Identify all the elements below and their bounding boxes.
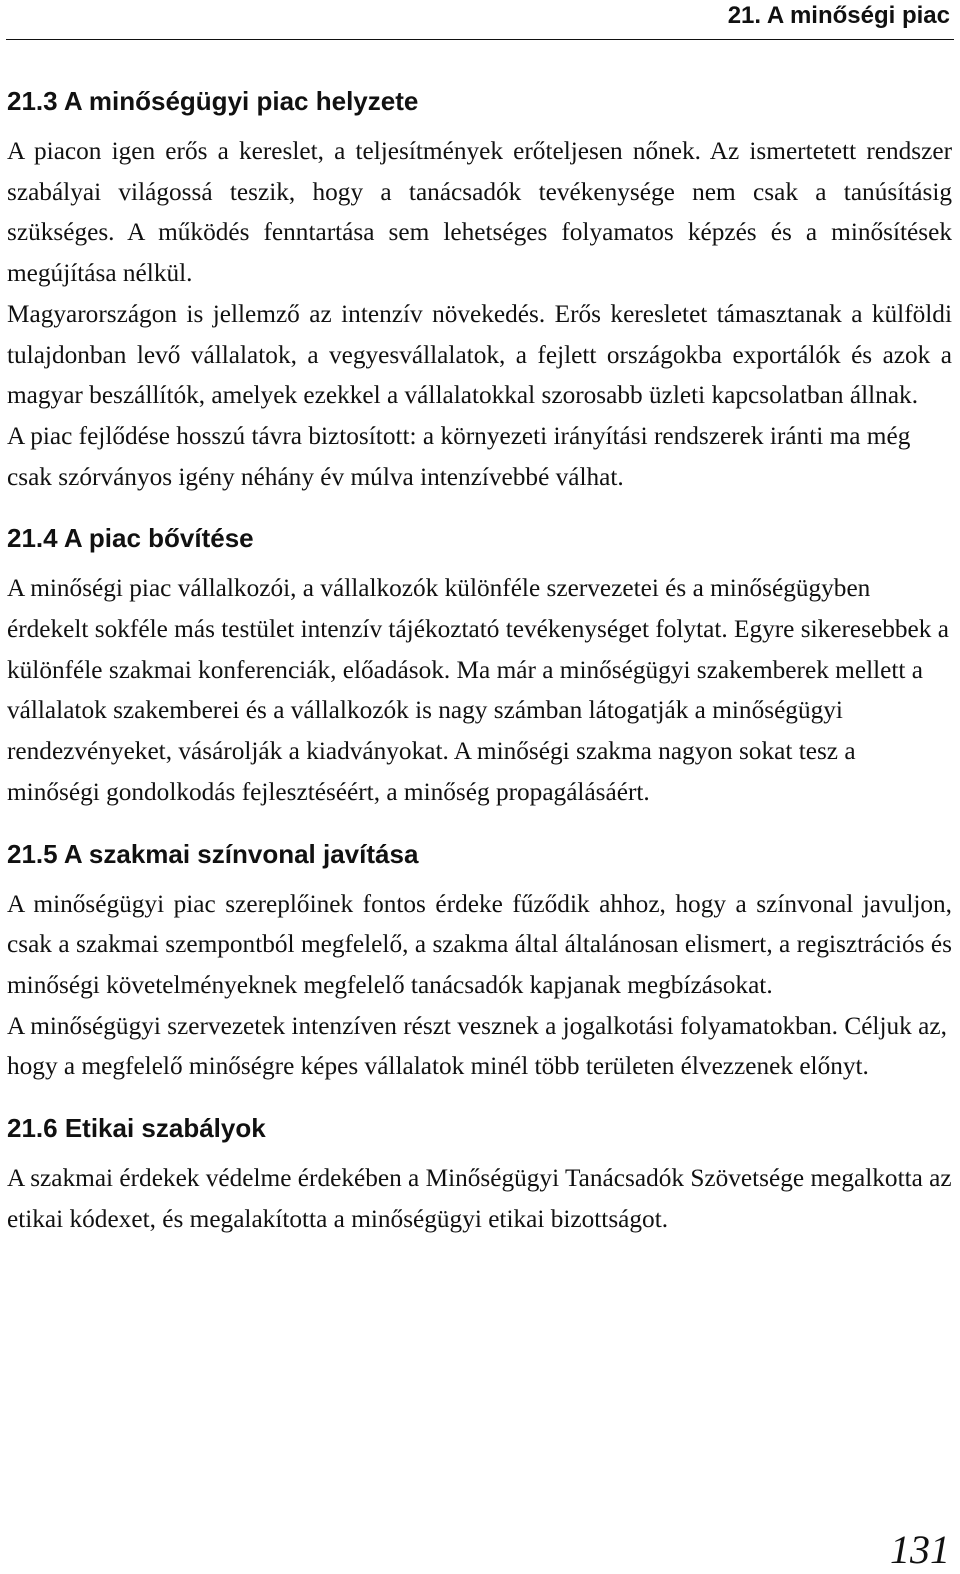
page-body xyxy=(7,81,952,1239)
section-heading: 21.4 A piac bővítése xyxy=(7,523,254,554)
paragraph: Magyarországon is jellemző az intenzív növekedés. Erős keresletet támasztanak a külföldi tulajdonban levő vállalatok, a vegyesvállalatok, a fejlett országokba exportálók és azok a magyar beszállítók, amelyek ezekkel a vállalatokkal szorosabb üzleti kapcsolatban állnak. xyxy=(7,299,952,410)
header-rule xyxy=(6,39,954,40)
paragraph: A minőségügyi szervezetek intenzíven részt vesznek a jogalkotási folyamatokban. Céljuk az, hogy a megfelelő minőségre képes vállalatok minél több területen élvezzenek előnyt. xyxy=(7,1011,947,1081)
section-heading: 21.6 Etikai szabályok xyxy=(7,1113,266,1144)
section-heading: 21.3 A minőségügyi piac helyzete xyxy=(7,86,419,116)
section-21-3 xyxy=(7,81,952,497)
running-header xyxy=(0,0,960,44)
paragraph: A minőségügyi piac szereplőinek fontos érdeke fűződik ahhoz, hogy a színvonal javuljon, csak a szakmai szempontból megfelelő, a szakma által általánosan elismert, a regisztrációs és minőségi követelményeknek megfelelő tanácsadók kapjanak megbízásokat. xyxy=(7,889,952,999)
page-number: 131 xyxy=(890,1527,950,1572)
paragraph: A piac fejlődése hosszú távra biztosított: a környezeti irányítási rendszerek iránti ma még csak szórványos igény néhány év múlva intenzívebbé válhat. xyxy=(7,421,911,491)
section-21-5 xyxy=(7,834,952,1088)
chapter-title: 21. A minőségi piac xyxy=(727,2,950,29)
section-21-4 xyxy=(7,518,952,812)
paragraph: A szakmai érdekek védelme érdekében a Minőségügyi Tanácsadók Szövetsége megalkotta az etikai kódexet, és megalakította a minőségügyi etikai bizottságot. xyxy=(7,1164,952,1233)
section-21-6 xyxy=(7,1108,952,1239)
paragraph: A piacon igen erős a kereslet, a teljesítmények erőteljesen nőnek. Az ismertetett rendszer szabályai világossá teszik, hogy a tanácsadók tevékenysége nem csak a tanúsításig szükséges. A működés fenntartása sem lehetséges folyamatos képzés és a minősítések megújítása nélkül. xyxy=(7,137,952,288)
paragraph: A minőségi piac vállalkozói, a vállalkozók különféle szervezetei és a minőségügyben érdekelt sokféle más testület intenzív tájékoztató tevékenységet folytat. Egyre sikeresebbek a különféle szakmai konferenciák, előadások. Ma már a minőségügyi szakemberek mellett a vállalatok szakemberei és a vállalkozók is nagy számban látogatják a minőségügyi rendezvényeket, vásárolják a kiadványokat. A minőségi szakma nagyon sokat tesz a minőségi gondolkodás fejlesztéséért, a minőség propagálásáért. xyxy=(7,574,949,806)
section-heading: 21.5 A szakmai színvonal javítása xyxy=(7,838,419,869)
